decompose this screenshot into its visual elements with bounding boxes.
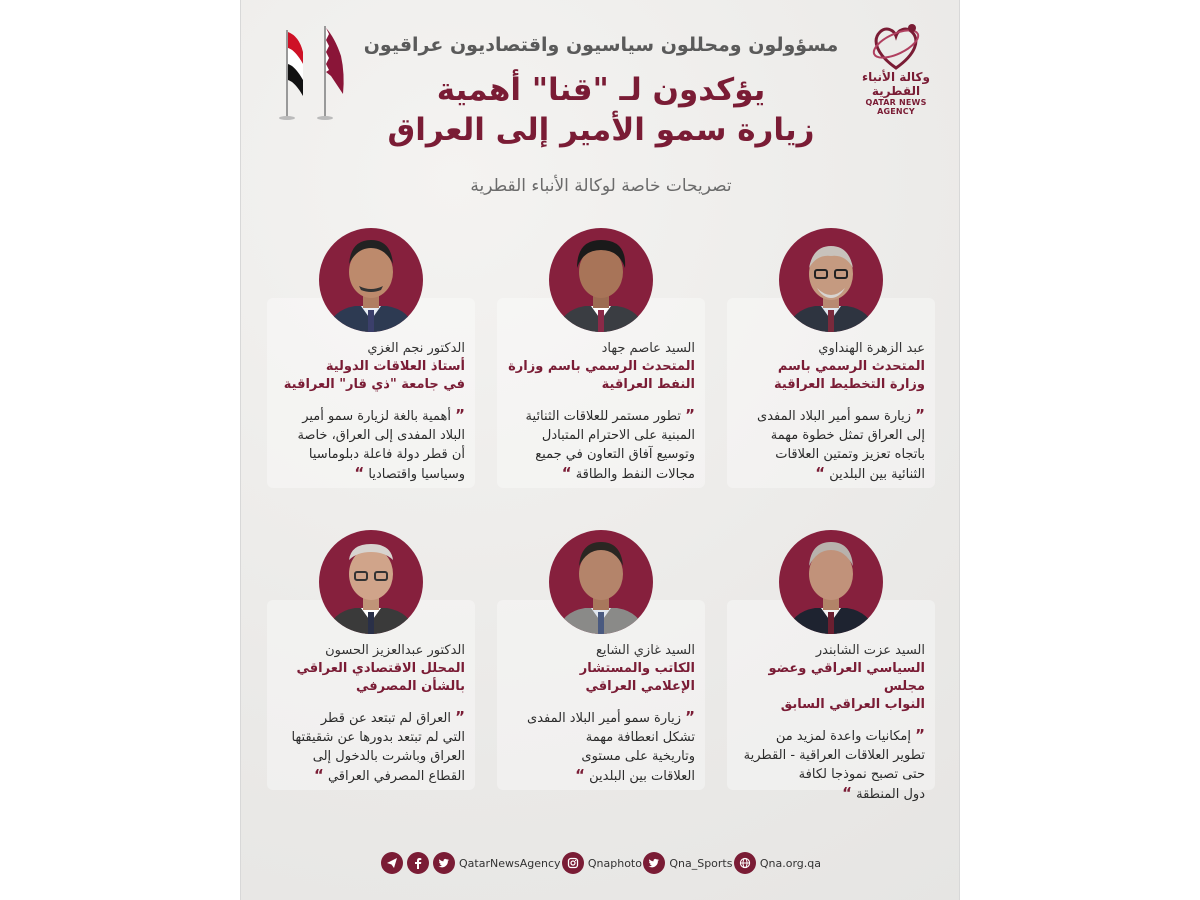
qna-handle[interactable]: QatarNewsAgency xyxy=(459,856,561,870)
open-quote-icon: ” xyxy=(455,708,465,726)
telegram-icon[interactable] xyxy=(381,852,403,874)
twitter-icon[interactable] xyxy=(643,852,665,874)
quote-line: وتوسيع آفاق التعاون في جميع xyxy=(535,447,695,462)
portrait-icon xyxy=(319,530,423,634)
portrait-icon xyxy=(319,228,423,332)
person-card xyxy=(501,228,701,484)
quote-line: زيارة سمو أمير البلاد المفدى xyxy=(757,409,911,424)
open-quote-icon: ” xyxy=(915,726,925,744)
person-card xyxy=(271,228,471,484)
person-card xyxy=(731,228,931,484)
qna-logo xyxy=(851,18,941,116)
person-quote xyxy=(731,726,931,804)
person-role-line: بالشأن المصرفي xyxy=(356,679,465,694)
quote-line: مجالات النفط والطاقة xyxy=(575,467,695,482)
globe-icon[interactable] xyxy=(734,852,756,874)
quote-line: التي لم تبتعد بدورها عن شقيقتها xyxy=(291,730,465,745)
quote-line: تطور مستمر للعلاقات الثنائية xyxy=(525,409,681,424)
logo-english-text: QATAR NEWS AGENCY xyxy=(865,98,927,116)
social-footer xyxy=(381,848,821,878)
person-name: عبد الزهرة الهنداوي xyxy=(818,341,925,356)
intro-text: تصريحات خاصة لوكالة الأنباء القطرية xyxy=(470,176,732,196)
close-quote-icon: “ xyxy=(842,784,852,802)
quote-line: تشكل انعطافة مهمة xyxy=(585,730,695,745)
person-card xyxy=(501,530,701,786)
subheadline: مسؤولون ومحللون سياسيون واقتصاديون عراقيون xyxy=(363,34,839,56)
twitter-icon[interactable] xyxy=(433,852,455,874)
person-name: السيد غازي الشايع xyxy=(595,643,695,658)
quote-line: إلى العراق تمثل خطوة مهمة xyxy=(770,428,925,443)
photo-handle[interactable]: Qnaphoto xyxy=(587,856,642,870)
person-role-line: المحلل الاقتصادي العراقي xyxy=(296,661,465,676)
person-quote xyxy=(501,708,701,786)
close-quote-icon: “ xyxy=(575,766,585,784)
quote-line: أن قطر دولة فاعلة دبلوماسيا xyxy=(308,447,465,462)
person-name: السيد عزت الشابندر xyxy=(815,643,925,658)
quote-line: أهمية بالغة لزيارة سمو أمير xyxy=(302,409,451,424)
quote-line: العراق لم تبتعد عن قطر xyxy=(320,711,451,726)
flags-icon xyxy=(269,22,349,122)
infographic-poster xyxy=(240,0,960,900)
social-sports[interactable] xyxy=(643,852,732,874)
facebook-icon[interactable] xyxy=(407,852,429,874)
person-role-line: أستاذ العلاقات الدولية xyxy=(325,359,465,374)
person-role-line: الإعلامي العراقي xyxy=(585,679,695,694)
person-role-line: المتحدث الرسمي باسم وزارة xyxy=(508,359,695,374)
portrait-avatar xyxy=(549,530,653,634)
person-role-line: النفط العراقية xyxy=(601,377,695,392)
quote-line: العراق وباشرت بالدخول إلى xyxy=(312,749,465,764)
person-quote xyxy=(501,406,701,484)
portrait-icon xyxy=(779,228,883,332)
quote-line: المبنية على الاحترام المتبادل xyxy=(541,428,695,443)
person-name: الدكتور عبدالعزيز الحسون xyxy=(325,643,465,658)
close-quote-icon: “ xyxy=(313,766,324,784)
person-quote xyxy=(271,708,471,786)
person-role-line: المتحدث الرسمي باسم xyxy=(777,359,925,374)
person-role-line: في جامعة "ذي قار" العراقية xyxy=(283,377,465,392)
person-quote xyxy=(271,406,471,484)
close-quote-icon: “ xyxy=(354,464,365,482)
portrait-avatar xyxy=(779,228,883,332)
close-quote-icon: “ xyxy=(815,464,826,482)
social-qna[interactable] xyxy=(381,852,561,874)
quote-line: العلاقات بين البلدين xyxy=(589,769,695,784)
portrait-avatar xyxy=(779,530,883,634)
quote-line: تطوير العلاقات العراقية - القطرية xyxy=(743,748,925,763)
portrait-icon xyxy=(549,530,653,634)
open-quote-icon: ” xyxy=(685,708,695,726)
quote-line: زيارة سمو أمير البلاد المفدى xyxy=(527,711,681,726)
logo-arabic-text: وكالة الأنباء القطرية xyxy=(862,70,930,98)
portrait-avatar xyxy=(319,228,423,332)
close-quote-icon: “ xyxy=(561,464,572,482)
person-card xyxy=(731,530,931,804)
quote-line: وتاريخية على مستوى xyxy=(581,749,695,764)
instagram-icon[interactable] xyxy=(562,852,584,874)
quote-line: وسياسيا واقتصاديا xyxy=(368,467,465,482)
person-name: السيد عاصم جهاد xyxy=(601,341,695,356)
open-quote-icon: ” xyxy=(685,406,695,424)
open-quote-icon: ” xyxy=(455,406,465,424)
portrait-icon xyxy=(779,530,883,634)
website-link[interactable]: Qna.org.qa xyxy=(759,856,821,870)
flags xyxy=(269,22,349,122)
open-quote-icon: ” xyxy=(915,406,925,424)
quote-line: إمكانيات واعدة لمزيد من xyxy=(775,729,911,744)
person-role-line: وزارة التخطيط العراقية xyxy=(773,377,925,392)
portrait-icon xyxy=(549,228,653,332)
quote-line: باتجاه تعزيز وتمتين العلاقات xyxy=(775,447,925,462)
portrait-avatar xyxy=(319,530,423,634)
quote-line: البلاد المفدى إلى العراق، خاصة xyxy=(297,428,465,443)
sports-handle[interactable]: Qna_Sports xyxy=(669,856,733,870)
person-quote xyxy=(731,406,931,484)
quote-line: حتى تصبح نموذجا لكافة xyxy=(798,767,925,782)
person-role-line: الكاتب والمستشار xyxy=(579,661,695,676)
person-card xyxy=(271,530,471,786)
person-role-line: النواب العراقي السابق xyxy=(780,697,925,712)
social-photo[interactable] xyxy=(562,852,642,874)
portrait-avatar xyxy=(549,228,653,332)
social-website[interactable] xyxy=(734,852,821,874)
quote-line: القطاع المصرفي العراقي xyxy=(327,769,465,784)
headline-line-2: زيارة سمو الأمير إلى العراق xyxy=(387,112,815,148)
person-name: الدكتور نجم الغزي xyxy=(367,341,465,356)
headline-line-1: يؤكدون لـ "قنا" أهمية xyxy=(436,72,766,108)
person-role-line: السياسي العراقي وعضو مجلس xyxy=(768,661,925,694)
qna-logo-icon xyxy=(866,18,926,74)
quote-line: الثنائية بين البلدين xyxy=(829,467,925,482)
quote-line: دول المنطقة xyxy=(856,787,925,802)
